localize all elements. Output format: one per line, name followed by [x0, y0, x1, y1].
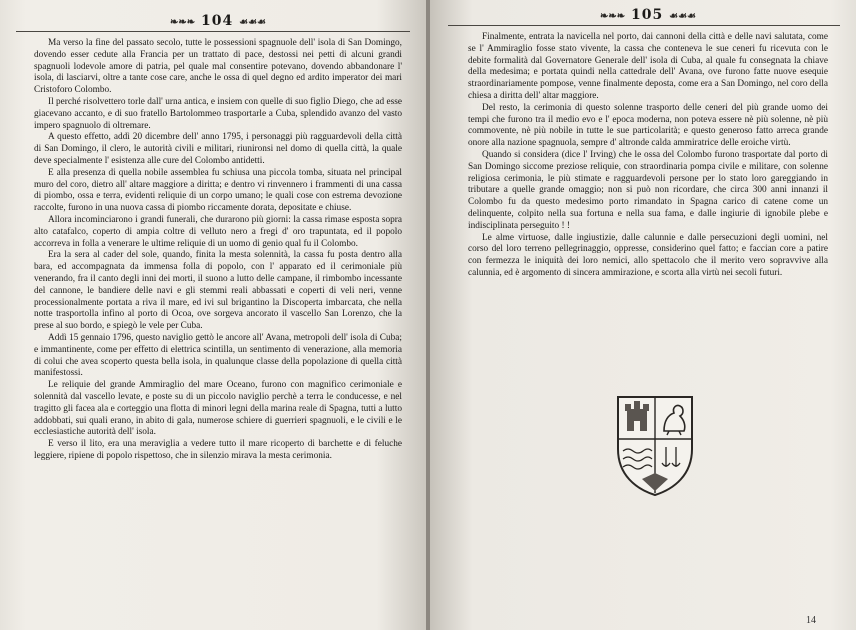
paragraph: Finalmente, entrata la navicella nel porto, dai cannoni della città e delle navi salutata, come se l' Ammiraglio fosse stato vivente, la cassa che conteneva le sue ceneri fu ricevuta con le debite formalità dal Governatore Generale dell' isola di Cuba, al quale fu consegnata la chiave della medesima; e portata quindi nella cattedrale dell' Avana, ove furono fatte nuove esequie straordinariamente pompose, venne finalmente deposta, come era a San Domingo, nel coro della chiesa a diritta dell' altar maggiore.	[468, 32, 828, 101]
left-page-number: 104	[201, 13, 234, 29]
paragraph: Era la sera al cader del sole, quando, finita la mesta solennità, la cassa fu posta dentro alla bara, ed accompagnata da immensa folla di popolo, con l' apparato ed il cerimoniale più venerando, fra il canto degli inni dei morti, il suono a lutto delle campane, il rimbombo incessante del cannone, le bandiere delle navi e gli stemmi reali abbassati e coperti di veli neri, venne processionalmente portata a riva il mare, ed ivi sul brigantino la Discoperta imbarcata, che nella notte trasportolla infino al porto di Ocoa, ove sorgeva ancorato il vascello San Lorenzo, che la prese al suo bordo, e spiegò le vele per Cuba.	[34, 250, 402, 332]
paragraph: E verso il lito, era una meraviglia a vedere tutto il mare ricoperto di barchette e di feluche leggiere, ripiene di popolo rispettoso, che in silenzio mirava la mesta cerimonia.	[34, 439, 402, 461]
fleuron-icon: ❧❧❧	[169, 17, 196, 28]
paragraph: E alla presenza di quella nobile assemblea fu schiusa una piccola tomba, situata nel principal muro del coro, dietro all' altare maggiore a diritta; e dentro vi rinvennero i frammenti di una cassa di piombo, ossa e terra, evidenti reliquie di un corpo umano; le quali cose con estrema devozione raccolte, furono in una nuova cassa di piombo riccamente dorata, depositate e chiuse.	[34, 167, 402, 214]
paragraph: Il perché risolvettero torle dall' urna antica, e insiem con quelle di suo figlio Diego, che ad esse giacevano accanto, e di suo fratello Bartolommeo trasportarle a Cuba, splendido avanzo del vasto impero spagnuolo di oltremare.	[34, 96, 402, 131]
paragraph: Addì 15 gennaio 1796, questo naviglio gettò le ancore all' Avana, metropoli dell' isola di Cuba; e immantinente, come per effetto di elettrica scintilla, un sentimento di venerazione, alla memoria di colui che avea scoperto questa bella isola, in qualunque classe della popolazione di quella città manifestossi.	[34, 332, 402, 379]
paragraph: A questo effetto, addì 20 dicembre dell' anno 1795, i personaggi più ragguardevoli della città di San Domingo, il clero, le autorità civili e militari, riunironsi nel domo di quella città, la quale deve specialmente l' esistenza alle cure del Colombo antidetti.	[34, 132, 402, 166]
paragraph: Quando si considera (dice l' Irving) che le ossa del Colombo furono trasportate dal porto di San Domingo siccome preziose reliquie, con straordinaria pompa civile e militare, con solenne religiosa cerimonia, le più stimate e ragguardevoli persone per lo stato loro gareggiando in tributare a quelle grande omaggio; non si può non ricordare, che circa 300 anni innanzi il Colombo fu da questo medesimo porto rimandato in Spagna carico di catene come un delinquente, colpito nella sua fortuna e nella sua fama, e dalle ingiurie di ignobile plebe e indisciplinata perseguito ! !	[468, 149, 828, 231]
fleuron-icon: ❧❧❧	[599, 11, 626, 22]
right-page-header	[468, 4, 828, 26]
paragraph: Ma verso la fine del passato secolo, tutte le possessioni spagnuole dell' isola di San Domingo, dovendo esser cedute alla Francia per un trattato di pace, destossi nei petti di alcuni grandi spagnuoli lodevole amore di patria, pel quale mal consentire potevano, dovendo abbandonare l' isola, di lasciarvi, oltre a tante cose care, anche le ossa di quel degno ed ardito imperator dei mari Cristoforo Colombo.	[34, 38, 402, 96]
left-page-text	[34, 38, 402, 463]
right-page	[430, 0, 856, 630]
coat-of-arms-icon	[614, 393, 696, 497]
header-rule	[448, 25, 840, 26]
paragraph: Le reliquie del grande Ammiraglio del mare Oceano, furono con magnifico cerimoniale e solennità dal vascello levate, e poste su di un piccolo naviglio perchè a terra le conducesse, e nel tragitto gli facea ala e corteggio una flotta di minori legni della marina reale di Spagna, tutti a lutto addobbati, sui quali erano, in abito di gala, numerose schiere di guerrieri spagnuoli, e le civili e le ecclesiastiche autorità dell' isola.	[34, 380, 402, 438]
signature-mark: 14	[806, 615, 816, 626]
fleuron-icon: ☙☙☙	[669, 11, 697, 22]
header-rule	[16, 31, 410, 32]
left-page-header	[34, 10, 402, 32]
right-page-text	[468, 32, 828, 280]
paragraph: Del resto, la cerimonia di questo solenne trasporto delle ceneri del più grande uomo dei tempi che furono tra il medio evo e l' epoca moderna, non poteva essere nè più solenne, nè più commovente, nè più nobile in tutte le sue particolarità; e questo generoso fatto arreca grande onore alla nazione spagnuola, sempre d' altronde calda ammiratrice delle eroiche virtù.	[468, 102, 828, 149]
right-page-number: 105	[631, 7, 664, 23]
paragraph: Allora incominciarono i grandi funerali, che durarono più giorni: la cassa rimase esposta sopra alto catafalco, coperto di ampia coltre di velluto nero a fregi d' oro trapuntata, ed il popolo accorreva in folla a venerare le ultime reliquie di un uomo di genio qual fu il Colombo.	[34, 214, 402, 249]
fleuron-icon: ☙☙☙	[239, 17, 267, 28]
paragraph: Le alme virtuose, dalle ingiustizie, dalle calunnie e dalle persecuzioni degli uomini, nel corso del loro terreno pellegrinaggio, oppresse, considerino quel fatto; e faccian core a patire con fermezza le iniquità dei loro nemici, allo spettacolo che il merito vero sopravvive alla calunnia, ed è argomento di sincera ammirazione, e scorta alla virtù nei secoli futuri.	[468, 232, 828, 278]
